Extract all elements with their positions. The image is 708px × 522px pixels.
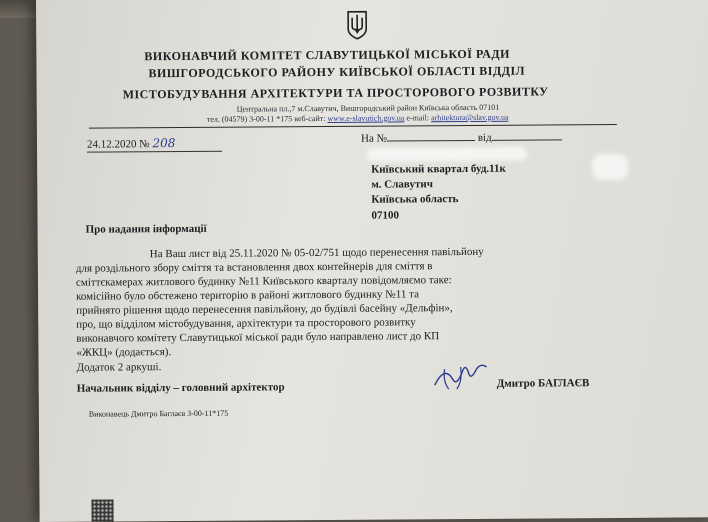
letter-page — [36, 0, 708, 522]
attachment-note: Додаток 2 аркуші. — [76, 361, 162, 374]
trident-emblem-icon — [346, 10, 368, 40]
handwritten-number: 208 — [152, 136, 176, 151]
body-line-5: прийнято рішення щодо перенесення павільйону, до будівлі басейну «Дельфін», — [76, 302, 453, 317]
redaction-top — [367, 147, 527, 162]
reply-date-blank — [492, 139, 562, 140]
body-line-3: сміттєкамерах житлового будинку №11 Київського кварталу повідомляємо таке: — [75, 274, 452, 289]
body-line-2: для роздільного збору сміття та встановлення двох контейнерів для сміття в — [75, 260, 433, 275]
body-line-1: На Ваш лист від 25.11.2020 № 05-02/751 щодо перенесення павільйону — [149, 245, 484, 261]
header-line-2: ВИШГОРОДСЬКОГО РАЙОНУ КИЇВСЬКОЇ ОБЛАСТІ ВІДДІЛ — [148, 63, 526, 81]
body-line-6: про, що відділом містобудування, архітектури та просторового розвитку — [76, 316, 416, 331]
contacts-address: Центральна пл.,7 м.Славутич, Вишгородський район Київська область 07101 — [236, 102, 500, 114]
body-line-4: комісійно було обстежено територію в районі житлового будинку №11 та — [76, 288, 419, 303]
email-link[interactable]: arhitektura@slav.gov.ua — [431, 112, 509, 123]
addressee-line-3: Київська область — [371, 193, 459, 206]
qr-code-icon — [91, 499, 113, 521]
reply-number-label: На № — [360, 132, 388, 145]
signature-scribble-icon — [431, 363, 491, 393]
executor-note: Виконавець Дмитро Баглаєв 3-00-11*175 — [88, 408, 229, 419]
addressee-line-2: м. Славутич — [371, 178, 433, 191]
header-line-1: ВИКОНАВЧИЙ КОМІТЕТ СЛАВУТИЦЬКОЇ МІСЬКОЇ РАДИ — [144, 46, 511, 64]
contacts-line — [207, 113, 509, 124]
registration-date-number — [87, 136, 176, 151]
redaction-side — [592, 154, 628, 180]
date-underline — [87, 151, 222, 153]
contacts-phone: тел. (04579) 3-00-11 *175 веб-сайт: — [206, 113, 328, 124]
reply-from-label: від — [477, 131, 492, 144]
addressee-postcode: 07100 — [371, 209, 400, 222]
header-line-3: МІСТОБУДУВАННЯ АРХІТЕКТУРИ ТА ПРОСТОРОВОГО РОЗВИТКУ — [122, 84, 549, 102]
reply-number-blank — [387, 140, 475, 142]
reply-reference — [361, 131, 562, 144]
registration-date: 24.12.2020 № — [86, 138, 150, 151]
signatory-position: Начальник відділу – головний архітектор — [76, 381, 285, 395]
body-line-7: виконавчого комітету Славутицької міської ради було направлено лист до КП — [76, 330, 440, 345]
body-line-8: «ЖКЦ» (додається). — [76, 346, 172, 359]
addressee-line-1: Київський квартал буд.11к — [371, 162, 506, 176]
website-link[interactable]: www.e-slavutich.gov.ua — [327, 113, 405, 123]
letter-subject: Про надання інформації — [85, 222, 207, 236]
signatory-name: Дмитро БАГЛАЄВ — [496, 377, 590, 390]
header-divider — [89, 124, 617, 129]
contacts-email-label: e-mail: — [404, 113, 432, 123]
